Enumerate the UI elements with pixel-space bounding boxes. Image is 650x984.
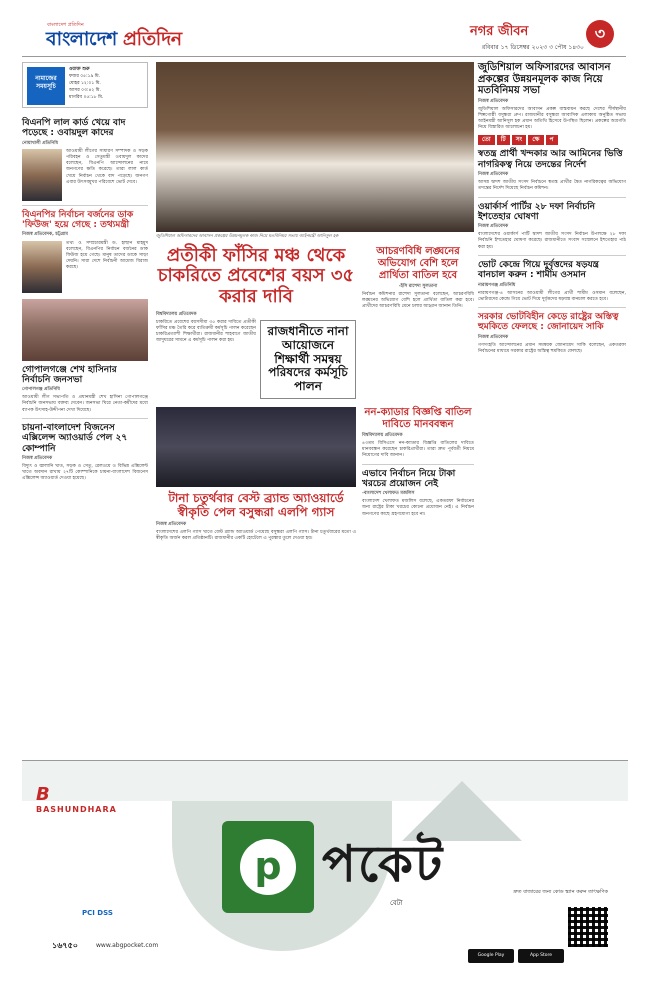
column-divider — [22, 205, 148, 206]
prayer-table — [69, 66, 103, 101]
center-column — [156, 62, 474, 542]
article-headline[interactable]: সরকার ভোটবিহীন কেড়ে রাষ্ট্রের অস্তিত্ব হুমকিতে ফেলছে : জোনায়েদ সাকি — [478, 311, 619, 333]
wallet-icon — [222, 821, 314, 913]
lead-headline[interactable]: প্রতীকী ফাঁসির মঞ্চ থেকে চাকরিতে প্রবেশের বয়স ৩৫ করার দাবি — [157, 244, 355, 308]
article-headline[interactable]: এভাবে নির্বাচন নিয়ে টাকা খরচের প্রয়োজন নেই — [362, 468, 456, 489]
bashundhara-logo-mark: B — [36, 784, 50, 805]
award-photo — [156, 407, 356, 487]
article-headline[interactable]: স্বতন্ত্র প্রার্থী খন্দকার আর আমিনের ভিত্তি নাগরিকত্ব নিয়ে তদন্তের নির্দেশ — [478, 149, 623, 170]
bashundhara-logo — [36, 783, 117, 816]
meeting-photo — [156, 62, 474, 232]
website-link[interactable]: www.abgpocket.com — [96, 942, 159, 949]
article-body: বাংলাদেশ খেলাফত মজলিস বলেছে, একতরফা নির্বাচনের জন্য রাষ্ট্রের টাকা খরচের কোনো প্রয়োজন নেই। এ নির্বাচন জনগণের কাছে গ্রহণযোগ্য হবে না। — [362, 499, 474, 517]
article-byline: নিজস্ব প্রতিবেদক — [478, 172, 509, 178]
article-body: নির্বাচন কমিশনার রাশেদা সুলতানা বলেছেন, আচরণবিধি লঙ্ঘনের অভিযোগ বেশি হলে প্রার্থিতা বাতিল করা হবে। প্রার্থীদের আচরণবিধি মেনে চলার আহ্বান জানান তিনি। — [362, 291, 474, 310]
article-body: নারায়ণগঞ্জ-৪ আসনের আওয়ামী লীগের প্রার্থী শামীম ওসমান বলেছেন, ভোটারদের কেন্দ্রে গিয়ে ভোট দিয়ে দুর্বৃত্তদের ষড়যন্ত্র বানচাল করতে হবে। — [478, 290, 626, 302]
tag-letter: ক্ষে — [528, 135, 543, 145]
hotline-number[interactable]: ১৬৭৫০ — [52, 941, 78, 950]
qr-code-icon[interactable] — [568, 907, 608, 947]
article-byline: নিজস্ব প্রতিবেদক — [22, 455, 53, 461]
article-body: জুডিশিয়াল অফিসারদের আবাসন প্রকল্প বাস্তবায়ন করছে দেশের শীর্ষস্থানীয় শিল্পগোষ্ঠী বসুন্ধরা গ্রুপ। রাজধানীর বসুন্ধরা আবাসিক এলাকায় অনুষ্ঠিত সভায় আইনমন্ত্রী আনিসুল হক প্রধান অতিথি হিসেবে উপস্থিত ছিলেন। প্রকল্পের অগ্রগতি নিয়ে বিস্তারিত আলোচনা হয়। — [478, 106, 626, 131]
pocket-advertisement[interactable] — [22, 760, 628, 974]
masthead-rule — [22, 56, 626, 57]
article-body: বিদ্যুৎ ও জ্বালানি খাত, সড়ক ও সেতু, রেলওয়ে ও বিভিন্ন এক্সিলেন্ট খাতে অবদান রাখায় ২৭টি কোম্পানিকে চায়না-বাংলাদেশ বিজনেস এক্সিলেন্স অ্যাওয়ার্ড দেওয়া হয়েছে। — [22, 463, 148, 482]
inset-box — [260, 320, 356, 399]
article-body: আসন্ন দ্বাদশ জাতীয় সংসদ নির্বাচনে স্বতন্ত্র প্রার্থীর দ্বৈত নাগরিকত্বের অভিযোগ তদন্তের নির্দেশ দিয়েছে নির্বাচন কমিশন। — [478, 180, 626, 192]
article-headline[interactable]: বিএনপি লাল কার্ড খেয়ে বাদ পড়েছে : ওবায়দুল কাদের — [22, 118, 126, 139]
prayer-row: যোহর ১২:০১ মি. — [69, 81, 101, 86]
inset-headline[interactable]: রাজধানীতে নানা আয়োজনে শিক্ষার্থী সমন্বয় পরিষদের কর্মসূচি পালন — [267, 323, 349, 394]
article-byline: -বাংলাদেশ খেলাফত মজলিস — [362, 491, 415, 497]
app-store-badge[interactable]: App Store — [518, 949, 564, 963]
page-number: ৩ — [586, 20, 614, 48]
right-column — [478, 62, 626, 355]
portrait-photo — [22, 241, 62, 293]
article-body: গণসংহতি আন্দোলনের প্রধান সমন্বয়ক জোনায়েদ সাকি বলেছেন, একতরফা নির্বাচনের মাধ্যমে সরকার রাষ্ট্রের অস্তিত্ব হুমকিতে ফেলছে। — [478, 342, 626, 354]
pocket-brand-name: পকেট — [322, 835, 445, 893]
certification-logos: PCI DSS — [82, 909, 113, 917]
photo-caption: জুডিশিয়াল অফিসারদের আবাসন প্রকল্পের উন্নয়নমূলক কাজ নিয়ে মতবিনিময় সভায় আইনমন্ত্রী আনিসুল হক — [156, 234, 339, 239]
article-byline: গোপালগঞ্জ প্রতিনিধি — [22, 387, 60, 393]
lead-byline: বিশ্ববিদ্যালয় প্রতিবেদক — [156, 311, 197, 317]
prayer-row: আসর ০৩:৪২ মি. — [69, 88, 101, 93]
article-headline[interactable]: আচরণবিধি লঙ্ঘনের অভিযোগ বেশি হলে প্রার্থিতা বাতিল হবে — [376, 245, 460, 281]
tag-letter: টি — [497, 135, 510, 145]
article-headline[interactable]: বিএনপির নির্বাচন বর্জনের ডাক 'ফিউজ' হয়ে গেছে : তথ্যমন্ত্রী — [22, 209, 134, 231]
prayer-row: মাগরিব ০৫:১৮ মি. — [69, 95, 104, 100]
column-divider — [478, 197, 626, 198]
portrait-photo — [22, 149, 62, 201]
article-headline[interactable]: গোপালগঞ্জে শেখ হাসিনার নির্বাচনি জনসভা — [22, 364, 117, 385]
article-byline: বিশ্ববিদ্যালয় প্রতিবেদক — [362, 432, 403, 438]
prayer-badge: নামাজের সময়সূচি — [27, 67, 65, 105]
section-tag-bar — [478, 135, 626, 145]
article-byline: -ইসি রাশেদা সুলতানা — [398, 283, 438, 289]
article-headline[interactable]: ভোট কেন্দ্রে গিয়ে দুর্বৃত্তদের ষড়যন্ত্র বানচাল করুন : শামীম ওসমান — [478, 259, 599, 281]
article-body: বাংলাদেশের ওয়ার্কার্স পার্টি দ্বাদশ জাতীয় সংসদ নির্বাচন উপলক্ষে ২৮ দফা নির্বাচনি ইশতেহার ঘোষণা করেছে। রাজধানীতে সংবাদ সম্মেলনে ইশতেহার পাঠ করা হয়। — [478, 232, 626, 250]
bashundhara-logo-text: BASHUNDHARA — [36, 805, 117, 814]
article-byline: নিজস্ব প্রতিবেদক, চট্টগ্রাম — [22, 232, 68, 238]
prayer-heading: ওয়াক্ত শুরু — [69, 67, 90, 72]
column-divider — [478, 255, 626, 256]
tag-letter: তো — [478, 135, 495, 145]
qr-instruction: দ্রুত বাজারের জন্য কোড স্ক্যান করুন তাৎক্ষণিক — [513, 889, 608, 895]
article-headline[interactable]: জুডিশিয়াল অফিসারদের আবাসন প্রকল্পের উন্নয়নমূলক কাজ নিয়ে মতবিনিময় সভা — [478, 62, 611, 96]
left-column — [22, 62, 148, 482]
article-headline[interactable]: চায়না-বাংলাদেশ বিজনেস এক্সিলেন্স অ্যাওয়ার্ড পেল ২৭ কোম্পানি — [22, 422, 128, 454]
article-byline: নারায়ণগঞ্জ প্রতিনিধি — [478, 282, 516, 288]
logo-part-b: প্রতিদিন — [122, 28, 182, 50]
article-headline[interactable]: নন-ক্যাডার বিজ্ঞপ্তি বাতিল দাবিতে মানববন্ধন — [364, 406, 472, 430]
issue-date: রবিবার ১৭ ডিসেম্বর ২০২৩ ৩ পৌষ ১৪৩০ — [482, 44, 584, 51]
wallet-letter: p — [240, 839, 296, 895]
article-body: ৪৩তম বিসিএসে নন-ক্যাডার বিজ্ঞপ্তি বাতিলের দাবিতে মানববন্ধন করেছেন চাকরিপ্রার্থীরা। তারা দ্রুত পূর্ববর্তী নিয়মে নিয়োগের দাবি জানান। — [362, 440, 474, 459]
article-byline: নোয়াখালী প্রতিনিধি — [22, 140, 59, 146]
tag-letter: সং — [512, 135, 527, 145]
newspaper-logo — [46, 27, 182, 53]
column-divider — [22, 418, 148, 419]
award-headline[interactable]: টানা চতুর্থবার বেস্ট ব্র্যান্ড অ্যাওয়ার্ডে স্বীকৃতি পেল বসুন্ধরা এলপি গ্যাস — [168, 490, 344, 520]
award-byline: নিজস্ব প্রতিবেদক — [156, 521, 187, 527]
article-headline[interactable]: ওয়ার্কার্স পার্টির ২৮ দফা নির্বাচনি ইশতেহার ঘোষণা — [478, 201, 596, 222]
masthead — [0, 0, 650, 60]
beta-label: বেটা — [390, 899, 403, 907]
article-body: তথ্য ও সম্প্রচারমন্ত্রী ড. হাছান মাহমুদ বলেছেন, বিএনপির নির্বাচন বর্জনের ডাক ফিউজ হয়ে গেছে। মানুষ তাদের ডাকে সাড়া দেয়নি। সারা দেশে নির্বাচনী আমেজ বিরাজ করছে। — [66, 240, 148, 271]
article-byline: নিজস্ব প্রতিবেদক — [478, 98, 509, 104]
section-name: নগর জীবন — [470, 24, 529, 39]
google-play-badge[interactable]: Google Play — [468, 949, 514, 963]
prayer-row: ফজর ০৫:১৯ মি. — [69, 74, 101, 79]
article-byline: নিজস্ব প্রতিবেদক — [478, 334, 509, 340]
lead-body: চাকরিতে প্রবেশের বয়সসীমা ৩৫ করার দাবিতে প্রতীকী ফাঁসির মঞ্চ তৈরি করে ব্যতিক্রমী কর্মসূচি পালন করেছেন চাকরিপ্রত্যাশী শিক্ষার্থীরা। রাজধানীর শাহবাগে জাতীয় জাদুঘরের সামনে এ কর্মসূচি পালন করা হয়। — [156, 319, 256, 344]
logo-part-a: বাংলাদেশ — [46, 28, 123, 50]
article-byline: নিজস্ব প্রতিবেদক — [478, 224, 509, 230]
logo-small-text: বাংলাদেশ প্রতিদিন — [47, 22, 84, 28]
column-divider — [362, 464, 474, 465]
column-divider — [478, 307, 626, 308]
tag-letter: প — [546, 135, 558, 145]
article-body: আওয়ামী লীগ সভাপতি ও প্রধানমন্ত্রী শেখ হাসিনা গোপালগঞ্জে নির্বাচনি জনসভায় বক্তব্য দেবেন। জনসভা ঘিরে নেতা-কর্মীদের মধ্যে ব্যাপক উৎসাহ-উদ্দীপনা দেখা দিয়েছে। — [22, 395, 148, 413]
rally-photo — [22, 299, 148, 361]
prayer-times-box — [22, 62, 148, 108]
award-body: বাংলাদেশের এলপি গ্যাস খাতে বেস্ট ব্র্যান্ড অ্যাওয়ার্ড পেয়েছে বসুন্ধরা এলপি গ্যাস। টানা চতুর্থবারের মতো এ স্বীকৃতি অর্জন করল প্রতিষ্ঠানটি। রাজধানীর একটি হোটেলে এ পুরস্কার তুলে দেওয়া হয়। — [156, 529, 356, 541]
article-body: আওয়ামী লীগের সাধারণ সম্পাদক ও সড়ক পরিবহন ও সেতুমন্ত্রী ওবায়দুল কাদের বলেছেন, বিএনপি আন্দোলনের নামে জনগণের ক্ষতি করেছে। তারা লাল কার্ড খেয়ে নির্বাচন থেকে বাদ পড়েছে। জনগণ এবার উৎসবমুখর পরিবেশে ভোট দেবে। — [66, 148, 148, 185]
